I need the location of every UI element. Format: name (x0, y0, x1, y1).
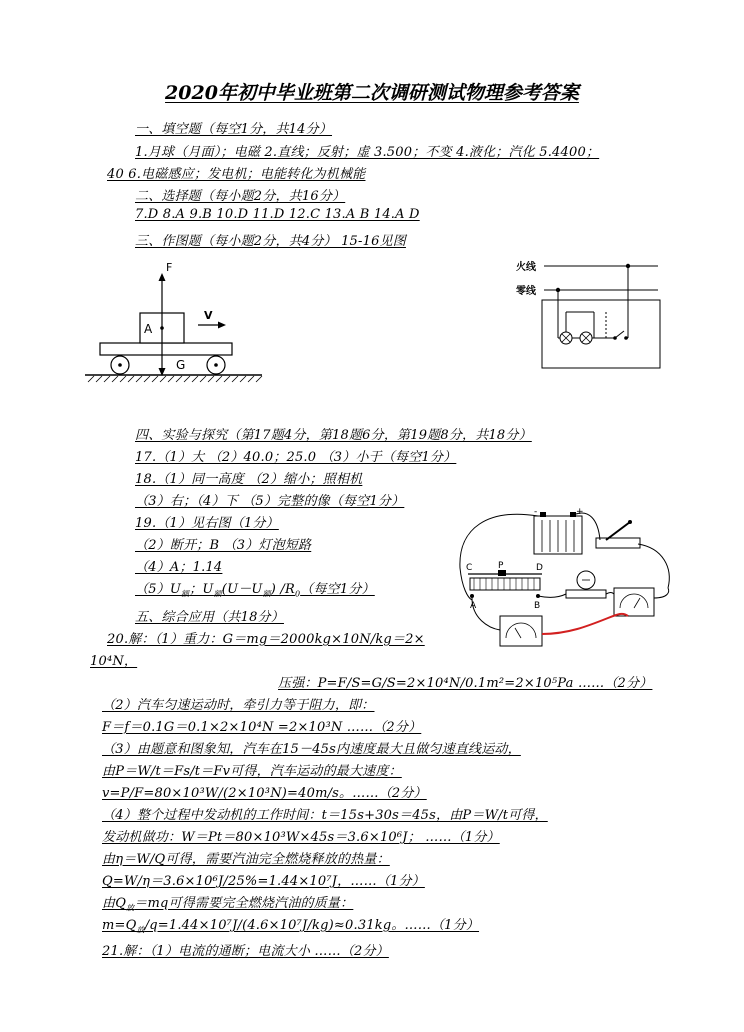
q19-answer-4: $(5)U_额$；$U_额(U-U_额)$ $/R_0$（每空1分） (135, 582, 375, 599)
q20-line-13: 由$Q_放=mq$可得需要完全燃烧汽油的质量： (102, 896, 354, 913)
q17-answer: 17.（1）大 （2）40.0；25.0 （3）小于（每空1分） (135, 450, 457, 465)
section-1-line-2: 40 6.电磁感应；发电机；电能转化为机械能 (107, 167, 366, 182)
q20-line-11: 由η＝W/Q可得，需要汽油完全燃烧释放的热量： (102, 852, 390, 867)
voltmeter-icon (614, 588, 654, 616)
rheostat-a-label: A (470, 601, 477, 611)
gravity-g-label: G (176, 358, 186, 372)
q20-line-10: 发动机做功：W＝Pt＝80×10³W×45s＝3.6×10⁶J； ……（1分） (102, 830, 500, 845)
page-title: 2020年初中毕业班第二次调研测试物理参考答案 (165, 82, 579, 104)
q20-line-7: 由P＝W/t＝Fs/t＝Fv可得，汽车运动的最大速度： (102, 764, 402, 779)
knife-switch-icon (596, 520, 640, 548)
q20-line-14: $m=Q_放/q=1.44\times 10^7J/(4.6\times 10^7J/kg)\approx 0.31kg$。……（1分） (102, 918, 480, 935)
battery-plus-label: + (576, 507, 584, 517)
sliding-rheostat-icon (468, 570, 542, 598)
q19-answer-3: （4）A；1.14 (135, 560, 223, 575)
rheostat-p-label: P (498, 561, 504, 571)
q21-line-1: 21.解：（1）电流的通断；电流大小 ……（2分） (102, 944, 389, 959)
section-1-heading: 一、填空题（每空1分，共14分） (135, 122, 333, 137)
q20-line-2: 10⁴N， (90, 654, 138, 669)
section-2-line-1: 7.D 8.A 9.B 10.D 11.D 12.C 13.A B 14.A D (135, 207, 420, 222)
neutral-wire-label: 零线 (516, 286, 536, 297)
velocity-v-label: V (204, 309, 213, 322)
q20-line-8: v=P/F=80×10³W/(2×10³N)=40m/s。……（2分） (102, 786, 427, 801)
q19-answer-2: （2）断开；B （3）灯泡短路 (135, 538, 312, 553)
q19-answer-1: 19.（1）见右图（1分） (135, 516, 279, 531)
circuit-experiment-diagram (448, 508, 683, 658)
section-3-heading: 三、作图题（每小题2分，共4分） 15-16见图 (135, 234, 406, 249)
ammeter-icon (500, 616, 542, 646)
battery-icon (534, 512, 582, 554)
rheostat-c-label: C (466, 563, 473, 573)
force-diagram (80, 255, 270, 385)
red-wire-icon (542, 614, 628, 634)
section-1-line-1: 1.月球（月面）；电磁 2.直线；反射；虚 3.500；不变 4.液化；汽化 5.4400； (135, 145, 600, 160)
section-5-heading: 五、综合应用（共18分） (135, 610, 284, 625)
q20-line-4: （2）汽车匀速运动时，牵引力等于阻力，即： (102, 698, 375, 713)
q20-line-9: （4）整个过程中发动机的工作时间：t＝15s+30s＝45s，由P＝W/t可得， (102, 808, 548, 823)
battery-minus-label: - (534, 507, 538, 517)
section-4-heading: 四、实验与探究（第17题4分，第18题6分，第19题8分，共18分） (135, 428, 532, 443)
q20-line-3: 压强：P=F/S=G/S=2×10⁴N/0.1m²=2×10⁵Pa ……（2分） (278, 676, 653, 691)
q20-line-6: （3）由题意和图象知，汽车在15－45s内速度最大且做匀速直线运动， (102, 742, 521, 757)
house-wiring-diagram (510, 252, 670, 372)
switch-icon (615, 331, 624, 338)
live-wire-label: 火线 (516, 262, 536, 273)
rheostat-d-label: D (536, 563, 543, 573)
q18-answer-1: 18.（1）同一高度 （2）缩小；照相机 (135, 472, 363, 487)
q20-line-5: F＝f＝0.1G＝0.1×2×10⁴N =2×10³N ……（2分） (102, 720, 422, 735)
q20-line-12: Q=W/η＝3.6×10⁶J/25%=1.44×10⁷J，……（1分） (102, 874, 425, 889)
rheostat-b-label: B (534, 601, 541, 611)
block-a-label: A (144, 322, 153, 336)
force-f-label: F (166, 261, 173, 274)
q18-answer-2: （3）右；（4）下 （5）完整的像（每空1分） (135, 494, 405, 509)
lamp-icon (566, 571, 606, 598)
section-2-heading: 二、选择题（每小题2分，共16分） (135, 189, 346, 204)
q20-line-1: 20.解：（1）重力：G＝mg＝2000kg×10N/kg＝2× (107, 632, 425, 647)
